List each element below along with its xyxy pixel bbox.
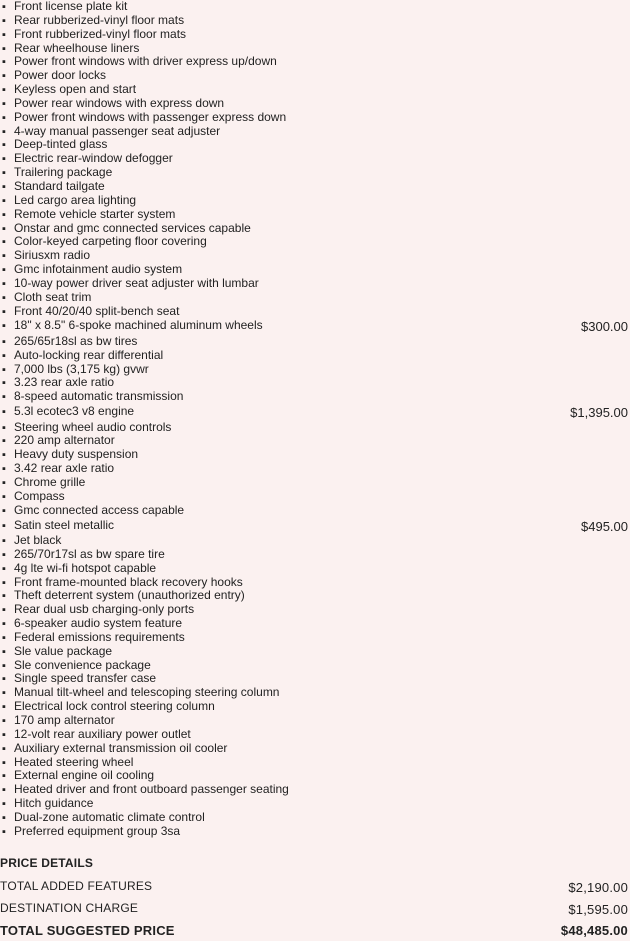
feature-price: $495.00	[581, 518, 628, 534]
bullet-icon: ▪	[2, 153, 6, 166]
feature-item	[0, 659, 630, 673]
feature-item	[0, 349, 630, 363]
feature-label: Deep-tinted glass	[14, 137, 108, 152]
feature-item	[0, 125, 630, 139]
feature-label: Color-keyed carpeting floor covering	[14, 234, 207, 249]
feature-item	[0, 277, 630, 291]
feature-label: 3.23 rear axle ratio	[14, 375, 115, 390]
destination-charge-label: DESTINATION CHARGE	[0, 901, 139, 915]
bullet-icon: ▪	[2, 435, 6, 448]
bullet-icon: ▪	[2, 377, 6, 390]
feature-item	[0, 390, 630, 404]
bullet-icon: ▪	[2, 84, 6, 97]
bullet-icon: ▪	[2, 449, 6, 462]
feature-item	[0, 152, 630, 166]
bullet-icon: ▪	[2, 770, 6, 783]
feature-item	[0, 14, 630, 28]
feature-label: 265/70r17sl as bw spare tire	[14, 546, 165, 561]
feature-item	[0, 490, 630, 504]
feature-item	[0, 576, 630, 590]
feature-item	[0, 548, 630, 562]
bullet-icon: ▪	[2, 42, 6, 55]
bullet-icon: ▪	[2, 756, 6, 769]
feature-label: Heavy duty suspension	[14, 447, 139, 462]
feature-label: Gmc infotainment audio system	[14, 262, 183, 277]
bullet-icon: ▪	[2, 477, 6, 489]
feature-label: Steering wheel audio controls	[14, 419, 172, 434]
total-added-features-row	[0, 877, 630, 899]
feature-label: Front rubberized-vinyl floor mats	[14, 26, 187, 41]
feature-label: Front 40/20/40 split-bench seat	[14, 303, 180, 318]
feature-label: Front license plate kit	[14, 0, 128, 13]
bullet-icon: ▪	[2, 194, 6, 207]
feature-item	[0, 291, 630, 305]
total-added-features-value: $2,190.00	[568, 880, 628, 895]
bullet-icon: ▪	[2, 97, 6, 110]
feature-item	[0, 249, 630, 263]
feature-item	[0, 504, 630, 518]
feature-label: 3.42 rear axle ratio	[14, 461, 115, 476]
feature-label: 170 amp alternator	[14, 713, 115, 727]
feature-label: Standard tailgate	[14, 178, 105, 193]
bullet-icon: ▪	[2, 305, 6, 318]
bullet-icon: ▪	[2, 548, 6, 561]
feature-label: Compass	[14, 488, 65, 503]
feature-label: 6-speaker audio system feature	[14, 616, 183, 631]
feature-label: External engine oil cooling	[14, 768, 155, 783]
bullet-icon: ▪	[2, 715, 6, 727]
feature-label: Auxiliary external transmission oil cooler	[14, 740, 228, 755]
bullet-icon: ▪	[2, 535, 6, 548]
feature-label: Electric rear-window defogger	[14, 151, 173, 166]
feature-item	[0, 769, 630, 783]
feature-item	[0, 672, 630, 686]
feature-item	[0, 166, 630, 180]
bullet-icon: ▪	[2, 363, 6, 376]
bullet-icon: ▪	[2, 784, 6, 797]
feature-label: Sle value package	[14, 643, 113, 658]
total-suggested-price-row	[0, 921, 630, 941]
bullet-icon: ▪	[2, 811, 6, 824]
bullet-icon: ▪	[2, 576, 6, 589]
feature-item	[0, 138, 630, 152]
feature-label: Federal emissions requirements	[14, 629, 185, 644]
bullet-icon: ▪	[2, 562, 6, 575]
feature-label: 5.3l ecotec3 v8 engine	[14, 404, 135, 419]
bullet-icon: ▪	[2, 320, 6, 333]
total-added-features-label: TOTAL ADDED FEATURES	[0, 879, 153, 893]
feature-item	[0, 811, 630, 825]
feature-label: Cloth seat trim	[14, 289, 92, 304]
feature-item	[0, 363, 630, 377]
feature-label: 220 amp alternator	[14, 433, 115, 448]
feature-price: $1,395.00	[570, 405, 628, 421]
bullet-icon: ▪	[2, 604, 6, 617]
feature-label: 4-way manual passenger seat adjuster	[14, 123, 221, 138]
feature-label: Electrical lock control steering column	[14, 699, 215, 714]
feature-item	[0, 645, 630, 659]
bullet-icon: ▪	[2, 798, 6, 811]
feature-item	[0, 714, 630, 728]
feature-item	[0, 476, 630, 490]
feature-label: 10-way power driver seat adjuster with lumbar	[14, 275, 259, 290]
feature-item	[0, 756, 630, 770]
feature-item	[0, 617, 630, 631]
feature-item	[0, 534, 630, 548]
bullet-icon: ▪	[2, 687, 6, 700]
feature-label: 12-volt rear auxiliary power outlet	[14, 726, 191, 741]
bullet-icon: ▪	[2, 590, 6, 603]
feature-item	[0, 305, 630, 319]
bullet-icon: ▪	[2, 490, 6, 503]
feature-item	[0, 222, 630, 236]
feature-item	[0, 700, 630, 714]
bullet-icon: ▪	[2, 291, 6, 304]
bullet-icon: ▪	[2, 673, 6, 686]
feature-label: Gmc connected access capable	[14, 502, 185, 517]
bullet-icon: ▪	[2, 167, 6, 180]
feature-item	[0, 263, 630, 277]
feature-label: Manual tilt-wheel and telescoping steering column	[14, 685, 280, 700]
feature-item	[0, 69, 630, 83]
bullet-icon: ▪	[2, 264, 6, 277]
feature-item	[0, 404, 630, 421]
feature-label: Front frame-mounted black recovery hooks	[14, 574, 243, 589]
bullet-icon: ▪	[2, 825, 6, 838]
feature-label: Heated steering wheel	[14, 754, 134, 769]
feature-label: Theft deterrent system (unauthorized entry)	[14, 588, 245, 603]
bullet-icon: ▪	[2, 504, 6, 517]
bullet-icon: ▪	[2, 208, 6, 221]
feature-item	[0, 97, 630, 111]
bullet-icon: ▪	[2, 125, 6, 138]
feature-item	[0, 462, 630, 476]
feature-item	[0, 686, 630, 700]
feature-item	[0, 589, 630, 603]
price-details	[0, 853, 630, 941]
feature-label: Siriusxm radio	[14, 248, 91, 263]
feature-label: Satin steel metallic	[14, 517, 115, 532]
feature-label: Trailering package	[14, 165, 113, 180]
bullet-icon: ▪	[2, 701, 6, 714]
feature-item	[0, 518, 630, 535]
feature-price: $300.00	[581, 319, 628, 335]
bullet-icon: ▪	[2, 728, 6, 741]
bullet-icon: ▪	[2, 406, 6, 419]
bullet-icon: ▪	[2, 180, 6, 193]
feature-label: Power door locks	[14, 68, 107, 83]
bullet-icon: ▪	[2, 250, 6, 263]
bullet-icon: ▪	[2, 139, 6, 152]
feature-item	[0, 28, 630, 42]
feature-label: Rear wheelhouse liners	[14, 40, 140, 55]
bullet-icon: ▪	[2, 742, 6, 755]
bullet-icon: ▪	[2, 659, 6, 672]
feature-item	[0, 434, 630, 448]
bullet-icon: ▪	[2, 618, 6, 631]
bullet-icon: ▪	[2, 56, 6, 69]
feature-label: Led cargo area lighting	[14, 192, 137, 207]
feature-label: Chrome grille	[14, 475, 86, 489]
feature-item	[0, 318, 630, 335]
bullet-icon: ▪	[2, 277, 6, 290]
bullet-icon: ▪	[2, 335, 6, 348]
feature-item	[0, 421, 630, 435]
feature-item	[0, 562, 630, 576]
feature-label: 4g lte wi-fi hotspot capable	[14, 560, 157, 575]
price-details-title: PRICE DETAILS	[0, 856, 94, 870]
feature-label: Hitch guidance	[14, 796, 94, 811]
bullet-icon: ▪	[2, 236, 6, 249]
feature-item	[0, 742, 630, 756]
feature-label: 7,000 lbs (3,175 kg) gvwr	[14, 361, 149, 376]
bullet-icon: ▪	[2, 349, 6, 362]
feature-label: 265/65r18sl as bw tires	[14, 333, 138, 348]
total-suggested-price-label: TOTAL SUGGESTED PRICE	[0, 923, 175, 938]
feature-item	[0, 335, 630, 349]
feature-label: Heated driver and front outboard passenger seating	[14, 782, 289, 797]
destination-charge-row	[0, 899, 630, 921]
feature-item	[0, 180, 630, 194]
feature-item	[0, 728, 630, 742]
feature-item	[0, 235, 630, 249]
feature-label: 8-speed automatic transmission	[14, 389, 184, 404]
feature-item	[0, 42, 630, 56]
feature-label: Rear rubberized-vinyl floor mats	[14, 12, 185, 27]
feature-item	[0, 0, 630, 14]
bullet-icon: ▪	[2, 70, 6, 83]
bullet-icon: ▪	[2, 28, 6, 41]
feature-item	[0, 825, 630, 839]
feature-item	[0, 376, 630, 390]
feature-label: Remote vehicle starter system	[14, 206, 176, 221]
feature-label: Power front windows with passenger express down	[14, 109, 287, 124]
feature-item	[0, 797, 630, 811]
feature-label: Sle convenience package	[14, 657, 151, 672]
feature-item	[0, 783, 630, 797]
feature-item	[0, 111, 630, 125]
bullet-icon: ▪	[2, 463, 6, 476]
feature-label: Auto-locking rear differential	[14, 347, 164, 362]
feature-item	[0, 83, 630, 97]
destination-charge-value: $1,595.00	[568, 902, 628, 917]
feature-label: Jet black	[14, 533, 62, 548]
bullet-icon: ▪	[2, 421, 6, 434]
feature-item	[0, 55, 630, 69]
feature-label: Power front windows with driver express up/down	[14, 54, 277, 69]
bullet-icon: ▪	[2, 645, 6, 658]
feature-item	[0, 631, 630, 645]
feature-label: Rear dual usb charging-only ports	[14, 602, 195, 617]
total-suggested-price-value: $48,485.00	[560, 923, 628, 938]
bullet-icon: ▪	[2, 1, 6, 13]
feature-item	[0, 208, 630, 222]
bullet-icon: ▪	[2, 14, 6, 27]
feature-item	[0, 603, 630, 617]
feature-item	[0, 448, 630, 462]
feature-label: Dual-zone automatic climate control	[14, 809, 205, 824]
bullet-icon: ▪	[2, 111, 6, 124]
feature-label: Single speed transfer case	[14, 671, 157, 686]
feature-item	[0, 194, 630, 208]
feature-label: Preferred equipment group 3sa	[14, 823, 181, 838]
feature-label: Onstar and gmc connected services capable	[14, 220, 251, 235]
bullet-icon: ▪	[2, 222, 6, 235]
bullet-icon: ▪	[2, 631, 6, 644]
bullet-icon: ▪	[2, 519, 6, 532]
feature-label: 18" x 8.5" 6-spoke machined aluminum wheels	[14, 318, 263, 333]
feature-label: Power rear windows with express down	[14, 95, 225, 110]
feature-label: Keyless open and start	[14, 82, 137, 97]
bullet-icon: ▪	[2, 391, 6, 404]
